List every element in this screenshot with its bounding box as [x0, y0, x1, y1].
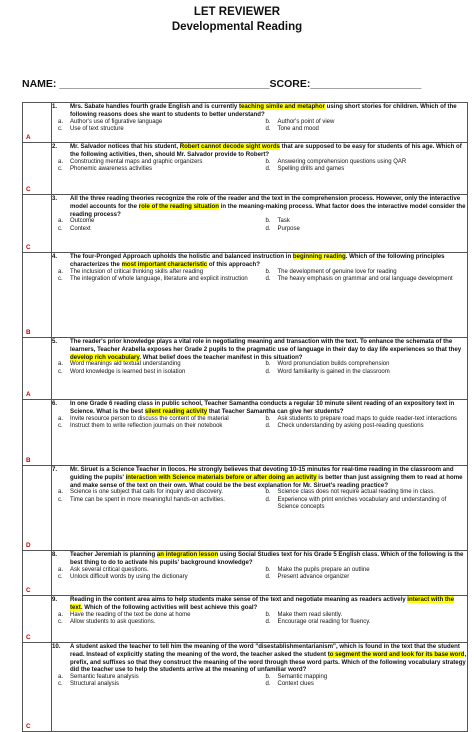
options-grid: [52, 159, 467, 174]
option-item: [260, 159, 468, 166]
question-cell: [52, 253, 468, 338]
option-item: [52, 612, 260, 619]
answer-key-cell: [23, 195, 52, 253]
option-item: [52, 126, 260, 133]
option-text: Present advance organizer: [277, 573, 350, 580]
option-text: Word knowledge is learned best in isolation: [70, 368, 186, 375]
question-stem: [52, 551, 467, 567]
option-letter: d.: [265, 422, 271, 429]
answer-key: C: [26, 634, 31, 641]
answer-key: B: [26, 457, 31, 464]
option-letter: c.: [58, 275, 63, 282]
option-text: Word pronunciation builds comprehension: [277, 361, 390, 368]
highlighted-phrase: interaction with Science materials before or after doing an activity: [125, 473, 317, 481]
answer-key-cell: [23, 143, 52, 195]
option-letter: c.: [58, 573, 63, 580]
option-letter: a.: [58, 361, 64, 368]
document-subtitle: Developmental Reading: [171, 21, 303, 33]
option-item: [52, 159, 260, 166]
highlighted-phrase: Robert cannot decode sight words: [179, 143, 280, 150]
question-cell: [52, 338, 468, 400]
question-stem: [52, 643, 467, 674]
question-text: [70, 253, 467, 269]
question-text: [70, 400, 467, 416]
questions-table: [22, 102, 468, 732]
option-item: [260, 567, 468, 574]
option-item: [260, 612, 468, 619]
option-letter: c.: [58, 225, 63, 232]
option-item: [52, 226, 260, 233]
option-text: Outcome: [70, 218, 95, 225]
stem-segment: Teacher Jeremiah is planning: [70, 551, 157, 558]
highlighted-phrase: teaching simile and metaphor: [238, 103, 325, 110]
stem-segment: using Social Studies text for his Grade 5 English class. Which of the following is the best thing to do to activate his pupils' background knowledge?: [70, 551, 464, 566]
option-text: Time can be spent in more meaningful hands-on activities.: [70, 496, 225, 503]
option-letter: d.: [265, 125, 271, 132]
option-letter: d.: [265, 165, 271, 172]
answer-key-cell: [23, 643, 52, 732]
options-grid: [52, 674, 467, 689]
answer-key-cell: [23, 551, 52, 596]
answer-key-cell: [23, 596, 52, 643]
option-text: The integration of whole language, literature and explicit instruction: [70, 275, 248, 282]
option-text: Encourage oral reading for fluency.: [277, 618, 371, 625]
options-grid: [52, 416, 467, 431]
question-number: 8.: [52, 551, 58, 558]
option-item: [260, 574, 468, 581]
question-number: 4.: [52, 253, 58, 260]
option-text: Use of text structure: [70, 125, 124, 132]
option-item: [260, 269, 468, 276]
answer-key: C: [26, 244, 31, 251]
option-letter: a.: [58, 218, 64, 225]
options-grid: [52, 119, 467, 134]
question-row: [23, 596, 468, 643]
stem-segment: A student asked the teacher to tell him the meaning of the word "disestablishmentarianism", which is found in the text that the student read. Instead of explicitly stating the meaning of the word, the teacher asked the student: [70, 643, 460, 658]
question-stem: [52, 466, 467, 489]
option-item: [260, 218, 468, 225]
stem-segment: is better than just assigning them to read at home and make sense of the text on their own. What could be the best explanation for Mr. Siruet's reading practice?: [70, 473, 463, 489]
answer-key: B: [26, 329, 31, 336]
stem-segment: that are supposed to be easy for students of his age. Which of the following activities, then, should Mr. Salvador provide to Robert?: [70, 143, 462, 158]
option-item: [260, 674, 468, 681]
stem-segment: in the meaning-making process. What factor does the interactive model consider the reading process?: [70, 202, 466, 218]
option-letter: d.: [265, 496, 271, 503]
option-text: Have the reading of the text be done at home: [70, 611, 191, 618]
option-item: [52, 574, 260, 581]
option-item: [260, 276, 468, 283]
stem-segment: that Teacher Samantha can give her students?: [207, 407, 344, 415]
stem-segment: All the three reading theories recognize the role of the reader and the text in the comprehension process. However, only the interactive model accounts for the: [70, 195, 461, 210]
option-letter: b.: [265, 361, 271, 368]
option-item: [260, 119, 468, 126]
option-text: Phonemic awareness activities: [70, 165, 153, 172]
question-stem: [52, 195, 467, 218]
stem-segment: Mr. Siruet is a Science Teacher in Ilocos. He strongly believes that devoting 10-15 minutes for real-time reading in the classroom and guiding the pupils': [70, 466, 454, 481]
option-letter: d.: [265, 573, 271, 580]
option-letter: a.: [58, 566, 64, 573]
stem-segment: Reading in the content area aims to help students make sense of the text and negotiate meaning as readers actively: [70, 596, 408, 603]
option-item: [52, 369, 260, 376]
option-item: [52, 218, 260, 225]
answer-key: C: [26, 723, 31, 730]
question-row: [23, 253, 468, 338]
option-text: Constructing mental maps and graphic organizers: [70, 158, 203, 165]
option-item: [52, 361, 260, 368]
question-text: [70, 466, 467, 489]
option-item: [260, 497, 468, 512]
option-text: Word meanings aid textual understanding: [70, 361, 181, 368]
option-letter: c.: [58, 618, 63, 625]
option-text: The heavy emphasis on grammar and oral language development: [277, 275, 453, 282]
option-item: [260, 126, 468, 133]
question-text: [70, 551, 467, 567]
question-number: 1.: [52, 103, 58, 110]
option-text: Task: [277, 218, 290, 225]
question-cell: [52, 143, 468, 195]
question-number: 10.: [52, 643, 61, 650]
option-item: [52, 497, 260, 512]
option-letter: b.: [265, 489, 271, 496]
option-letter: b.: [265, 218, 271, 225]
option-letter: d.: [265, 618, 271, 625]
option-letter: b.: [265, 566, 271, 573]
option-item: [52, 276, 260, 283]
question-row: [23, 103, 468, 143]
question-row: [23, 466, 468, 551]
option-item: [260, 226, 468, 233]
question-number: 3.: [52, 195, 58, 202]
highlighted-phrase: interact with the text: [70, 596, 455, 611]
question-text: [70, 338, 467, 361]
highlighted-phrase: most important characteristic: [121, 260, 208, 268]
question-row: [23, 338, 468, 400]
option-letter: c.: [58, 368, 63, 375]
option-letter: a.: [58, 268, 64, 275]
option-letter: b.: [265, 118, 271, 125]
option-text: Context: [70, 225, 91, 232]
option-text: Spelling drills and games: [277, 165, 345, 172]
option-item: [52, 674, 260, 681]
option-text: Tone and mood: [277, 125, 319, 132]
option-item: [260, 423, 468, 430]
question-cell: [52, 195, 468, 253]
stem-segment: The four-Pronged Approach upholds the holistic and balanced instruction in: [70, 253, 293, 260]
option-text: The inclusion of critical thinking skills after reading: [70, 268, 204, 275]
question-cell: [52, 466, 468, 551]
question-stem: [52, 253, 467, 269]
answer-key-cell: [23, 466, 52, 551]
question-number: 5.: [52, 338, 58, 345]
option-letter: b.: [265, 415, 271, 422]
question-number: 2.: [52, 143, 58, 150]
highlighted-phrase: beginning reading: [292, 253, 346, 260]
option-item: [52, 423, 260, 430]
option-text: Instruct them to write reflection journals on their notebook: [70, 422, 223, 429]
option-text: The development of genuine love for reading: [277, 268, 397, 275]
answer-key: A: [26, 391, 31, 398]
option-item: [260, 416, 468, 423]
name-score-line: NAME: ____________________________________SCORE:___________________: [22, 78, 422, 90]
option-letter: c.: [58, 125, 63, 132]
option-text: Word familiarity is gained in the classroom: [277, 368, 390, 375]
question-cell: [52, 551, 468, 596]
stem-segment: , prefix, and suffixes so that they construct the meaning of the word through these word parts. Which of the following vocabulary strategy did the teacher use to help the students arrive at the meaning of unfamiliar word?: [70, 650, 467, 674]
option-item: [52, 567, 260, 574]
question-number: 9.: [52, 596, 58, 603]
option-letter: c.: [58, 681, 63, 688]
stem-segment: . Which of the following activities will best achieve this goal?: [80, 603, 258, 611]
option-text: Science is one subject that calls for inquiry and discovery.: [70, 489, 223, 496]
answer-key-cell: [23, 103, 52, 143]
question-cell: [52, 103, 468, 143]
document-title: LET REVIEWER: [193, 6, 281, 18]
option-letter: c.: [58, 422, 63, 429]
option-item: [260, 681, 468, 688]
answer-key: D: [26, 542, 31, 549]
question-text: [70, 103, 467, 119]
question-text: [70, 643, 467, 674]
highlighted-phrase: develop rich vocabulary: [70, 353, 140, 361]
question-row: [23, 551, 468, 596]
question-text: [70, 195, 467, 218]
option-item: [52, 489, 260, 496]
question-stem: [52, 103, 467, 119]
option-item: [52, 119, 260, 126]
option-text: Purpose: [277, 225, 300, 232]
highlighted-phrase: role of the reading situation: [138, 202, 219, 210]
question-number: 6.: [52, 400, 58, 407]
highlighted-phrase: an integration lesson: [156, 551, 219, 558]
question-text: [70, 596, 467, 612]
highlighted-phrase: to segment the word and look for its base word: [327, 650, 465, 658]
option-text: Author's point of view: [277, 118, 335, 125]
option-text: Context clues: [277, 681, 314, 688]
highlighted-phrase: silent reading activity: [144, 407, 208, 415]
option-item: [260, 361, 468, 368]
option-letter: a.: [58, 158, 64, 165]
option-item: [52, 416, 260, 423]
stem-segment: Mr. Salvador notices that his student,: [70, 143, 180, 150]
option-item: [52, 619, 260, 626]
option-letter: c.: [58, 165, 63, 172]
option-letter: d.: [265, 681, 271, 688]
stem-segment: using short stories for children. Which of the following reasons does she want to students to better understand?: [70, 103, 457, 118]
option-item: [52, 681, 260, 688]
question-number: 7.: [52, 466, 58, 473]
question-stem: [52, 596, 467, 612]
question-stem: [52, 400, 467, 416]
option-text: Structural analysis: [70, 681, 120, 688]
option-item: [52, 269, 260, 276]
answer-key-cell: [23, 253, 52, 338]
option-text: Experience with print enriches vocabulary and understanding of Science concepts: [277, 496, 447, 510]
question-stem: [52, 143, 467, 159]
answer-key: A: [26, 134, 31, 141]
option-letter: a.: [58, 118, 64, 125]
option-text: Invite resource person to discuss the content of the material: [70, 415, 229, 422]
options-grid: [52, 567, 467, 582]
question-cell: [52, 596, 468, 643]
option-text: Check understanding by asking post-reading questions: [277, 422, 424, 429]
question-row: [23, 643, 468, 732]
stem-segment: of this approach?: [207, 260, 261, 268]
answer-key: C: [26, 186, 31, 193]
option-text: Semantic feature analysis: [70, 674, 139, 681]
option-letter: b.: [265, 158, 271, 165]
option-item: [52, 166, 260, 173]
question-text: [70, 143, 467, 159]
option-letter: a.: [58, 489, 64, 496]
option-text: Science class does not require actual reading time in class.: [277, 489, 435, 496]
option-text: Allow students to ask questions.: [70, 618, 156, 625]
options-grid: [52, 269, 467, 284]
option-letter: a.: [58, 611, 64, 618]
stem-segment: . What belief does the teacher manifest in this situation?: [139, 353, 303, 361]
option-letter: d.: [265, 275, 271, 282]
option-text: Ask several critical questions.: [70, 566, 149, 573]
option-letter: d.: [265, 368, 271, 375]
options-grid: [52, 361, 467, 376]
option-letter: b.: [265, 674, 271, 681]
stem-segment: . Which of the following principles characterizes the: [70, 253, 445, 268]
answer-key: C: [26, 587, 31, 594]
question-row: [23, 143, 468, 195]
option-letter: c.: [58, 496, 63, 503]
option-text: Author's use of figurative language: [70, 118, 163, 125]
question-row: [23, 400, 468, 466]
option-letter: b.: [265, 611, 271, 618]
option-item: [260, 369, 468, 376]
option-text: Semantic mapping: [277, 674, 328, 681]
question-cell: [52, 400, 468, 466]
question-stem: [52, 338, 467, 361]
option-item: [260, 489, 468, 496]
question-cell: [52, 643, 468, 732]
option-letter: a.: [58, 674, 64, 681]
option-text: Answering comprehension questions using QAR: [277, 158, 407, 165]
option-letter: a.: [58, 415, 64, 422]
option-text: Make them read silently.: [277, 611, 343, 618]
options-grid: [52, 218, 467, 233]
option-letter: d.: [265, 225, 271, 232]
option-letter: b.: [265, 268, 271, 275]
stem-segment: Mrs. Sabate handles fourth grade English and is currently: [70, 103, 239, 110]
answer-key-cell: [23, 338, 52, 400]
stem-segment: The reader's prior knowledge plays a vital role in negotiating meaning and transaction with the text. To enhance the schemata of the learners, Teacher Arabella exposes her Grade 2 pupils to the pragmatic use of language in their day to day life experiences so that they: [70, 338, 462, 353]
answer-key-cell: [23, 400, 52, 466]
option-text: Ask students to prepare road maps to guide reader-text interactions: [277, 415, 457, 422]
options-grid: [52, 489, 467, 511]
option-text: Unlock difficult words by using the dictionary: [70, 573, 188, 580]
option-item: [260, 166, 468, 173]
stem-segment: In one Grade 6 reading class in public school, Teacher Samantha conducts a regular 10 minute silent reading of an expository text in Science. What is the best: [70, 400, 455, 415]
question-row: [23, 195, 468, 253]
option-item: [260, 619, 468, 626]
option-text: Make the pupils prepare an outline: [277, 566, 370, 573]
options-grid: [52, 612, 467, 627]
